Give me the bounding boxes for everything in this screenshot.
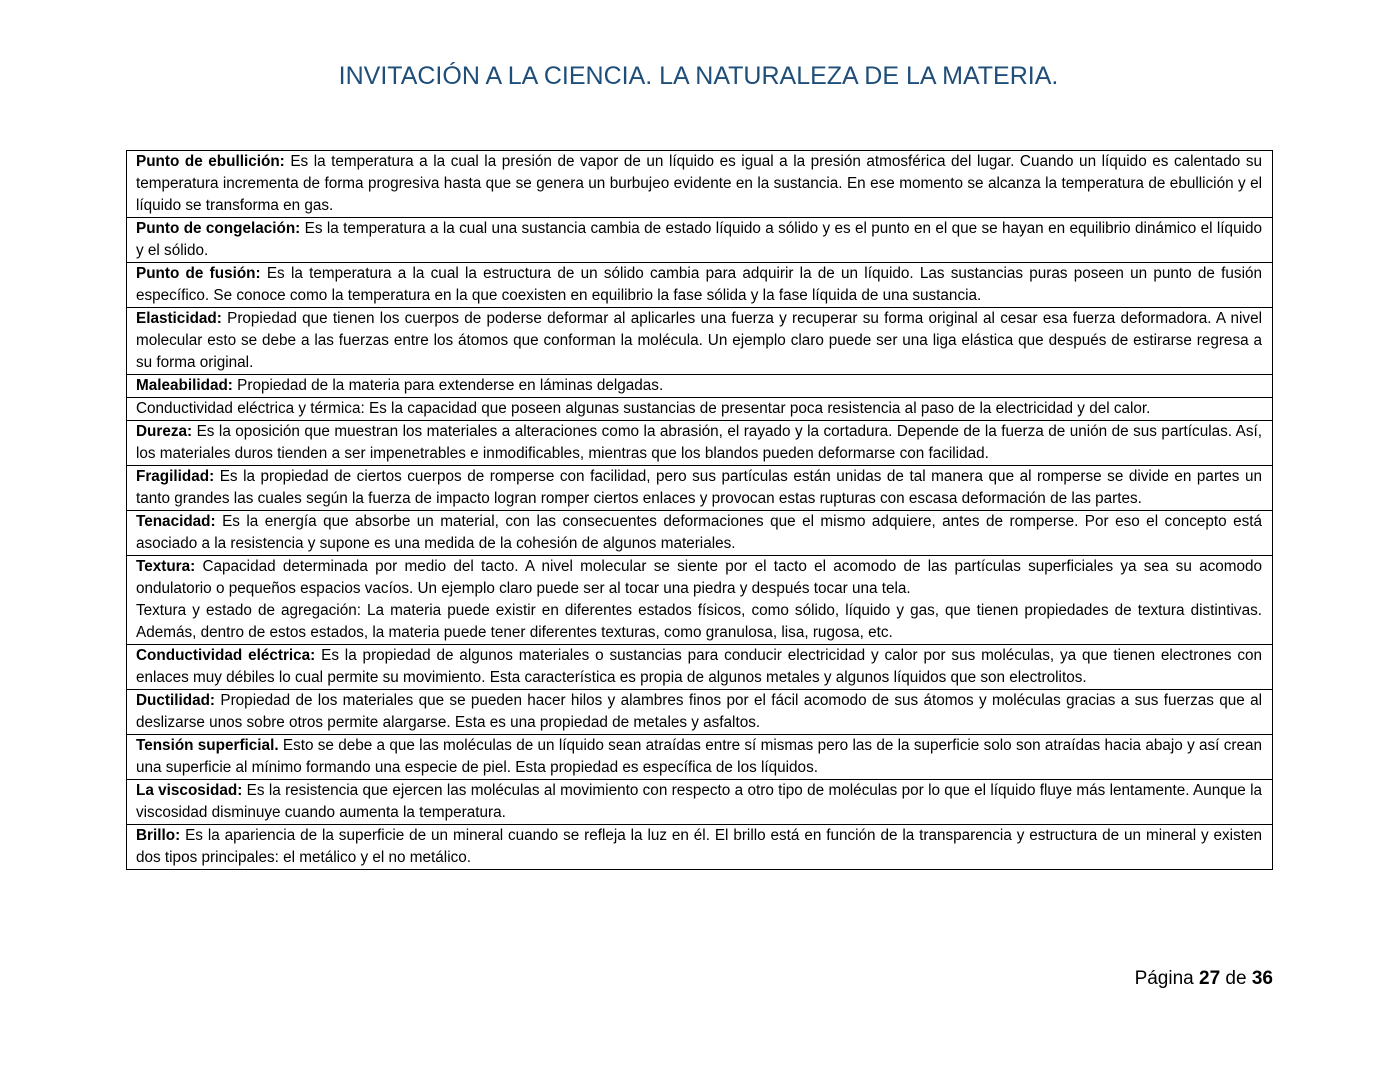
table-row [127, 151, 1273, 218]
table-cell [127, 218, 1273, 263]
term-label: Punto de congelación: [136, 220, 301, 237]
term-label: Textura: [136, 558, 196, 575]
term-label: Fragilidad: [136, 468, 215, 485]
term-definition: Es la apariencia de la superficie de un mineral cuando se refleja la luz en él. El brillo está en función de la transparencia y estructura de un mineral y existen dos tipos principales: el metálico y el no metálico. [136, 827, 1262, 866]
table-cell [127, 466, 1273, 511]
term-label: La viscosidad: [136, 782, 243, 799]
term-definition: Propiedad de la materia para extenderse en láminas delgadas. [232, 377, 664, 394]
table-cell [127, 735, 1273, 780]
term-definition: Propiedad de los materiales que se pueden hacer hilos y alambres finos por el fácil acomodo de sus átomos y moléculas gracias a sus fuerzas que al deslizarse unos sobre otros permite alargarse. Esta es una propiedad de metales y asfaltos. [136, 692, 1262, 731]
of-word: de [1220, 968, 1252, 989]
table-cell [127, 556, 1273, 645]
term-label: Elasticidad: [136, 310, 222, 327]
table-cell [127, 398, 1273, 421]
table-row [127, 556, 1273, 645]
term-label: Dureza: [136, 423, 193, 440]
term-definition: Esto se debe a que las moléculas de un líquido sean atraídas entre sí mismas pero las de la superficie solo son atraídas hacia abajo y así crean una superficie al mínimo formando una especie de piel. Esta propiedad es específica de los líquidos. [136, 737, 1262, 776]
table-cell [127, 421, 1273, 466]
term-label: Maleabilidad: [136, 377, 233, 394]
term-definition: Es la propiedad de ciertos cuerpos de romperse con facilidad, pero sus partículas están unidas de tal manera que al romperse se divide en partes un tanto grandes las cuales según la fuerza de impacto logran romper ciertos enlaces y provocan estas rupturas con escasa deformación de las partes. [136, 468, 1262, 507]
table-row [127, 511, 1273, 556]
term-label: Brillo: [136, 827, 181, 844]
table-row [127, 263, 1273, 308]
table-cell [127, 375, 1273, 398]
current-page: 27 [1199, 968, 1221, 989]
term-definition: Es la temperatura a la cual la estructura de un sólido cambia para adquirir la de un líquido. Las sustancias puras poseen un punto de fusión específico. Se conoce como la temperatura en la que coexisten en equilibrio la fase sólida y la fase líquida de una sustancia. [136, 265, 1262, 304]
term-definition: Es la energía que absorbe un material, con las consecuentes deformaciones que el mismo adquiere, antes de romperse. Por eso el concepto está asociado a la resistencia y supone es una medida de la cohesión de algunos materiales. [136, 513, 1262, 552]
term-label: Tenacidad: [136, 513, 216, 530]
table-cell [127, 825, 1273, 870]
page-number [1135, 968, 1273, 990]
term-definition: Es la propiedad de algunos materiales o sustancias para conducir electricidad y calor por sus moléculas, ya que tienen electrones con enlaces muy débiles lo cual permite su movimiento. Esta característica es propia de algunos metales y algunos líquidos que son electrolitos. [136, 647, 1263, 686]
term-label: Punto de fusión: [136, 265, 261, 282]
term-definition: Es la temperatura a la cual la presión de vapor de un líquido es igual a la presión atmosférica del lugar. Cuando un líquido es calentado su temperatura incrementa de forma progresiva hasta que se genera un burbujeo evidente en la sustancia. En ese momento se alcanza la temperatura de ebullición y el líquido se transforma en gas. [136, 153, 1262, 214]
term-definition: Capacidad determinada por medio del tacto. A nivel molecular se siente por el tacto el acomodo de las partículas superficiales ya sea su acomodo ondulatorio o pequeños espacios vacíos. Un ejemplo claro puede ser al tocar una piedra y después tocar una tela. [136, 558, 1262, 597]
total-pages: 36 [1251, 968, 1273, 989]
table-row [127, 421, 1273, 466]
table-row [127, 645, 1273, 690]
term-definition: Propiedad que tienen los cuerpos de poderse deformar al aplicarles una fuerza y recuperar su forma original al cesar esa fuerza deformadora. A nivel molecular esto se debe a las fuerzas entre los átomos que conforman la molécula. Un ejemplo claro puede ser una liga elástica que después de estirarse regresa a su forma original. [136, 310, 1262, 371]
table-row [127, 375, 1273, 398]
term-label: Ductilidad: [136, 692, 216, 709]
term-definition: Conductividad eléctrica y térmica: Es la capacidad que poseen algunas sustancias de presentar poca resistencia al paso de la electricidad y del calor. [136, 400, 1151, 417]
term-definition: Es la temperatura a la cual una sustancia cambia de estado líquido a sólido y es el punto en el que se hayan en equilibrio dinámico el líquido y el sólido. [136, 220, 1262, 259]
table-cell [127, 690, 1273, 735]
table-cell [127, 308, 1273, 375]
table-row [127, 398, 1273, 421]
table-row [127, 466, 1273, 511]
table-row [127, 780, 1273, 825]
table-row [127, 735, 1273, 780]
term-label: Punto de ebullición: [136, 153, 285, 170]
definitions-table [126, 150, 1273, 870]
table-cell [127, 263, 1273, 308]
page-title: INVITACIÓN A LA CIENCIA. LA NATURALEZA DE LA MATERIA. [338, 62, 1059, 90]
table-cell [127, 151, 1273, 218]
term-definition: Es la oposición que muestran los materiales a alteraciones como la abrasión, el rayado y la cortadura. Depende de la fuerza de unión de sus partículas. Así, los materiales duros tienden a ser impenetrables e inmodificables, mientras que los blandos pueden deformarse con facilidad. [136, 423, 1262, 462]
term-definition: Es la resistencia que ejercen las moléculas al movimiento con respecto a otro tipo de moléculas por lo que el líquido fluye más lentamente. Aunque la viscosidad disminuye cuando aumenta la temperatura. [136, 782, 1263, 821]
term-label: Conductividad eléctrica: [136, 647, 316, 664]
table-row [127, 825, 1273, 870]
table-row [127, 690, 1273, 735]
page-word: Página [1134, 968, 1200, 989]
table-cell [127, 645, 1273, 690]
table-cell [127, 780, 1273, 825]
term-label: Tensión superficial. [136, 737, 279, 754]
term-definition-extra: Textura y estado de agregación: La materia puede existir en diferentes estados físicos, como sólido, líquido y gas, que tienen propiedades de textura distintivas. Además, dentro de estos estados, la materia puede tener diferentes texturas, como granulosa, lisa, rugosa, etc. [136, 602, 1262, 641]
table-row [127, 308, 1273, 375]
table-row [127, 218, 1273, 263]
table-cell [127, 511, 1273, 556]
